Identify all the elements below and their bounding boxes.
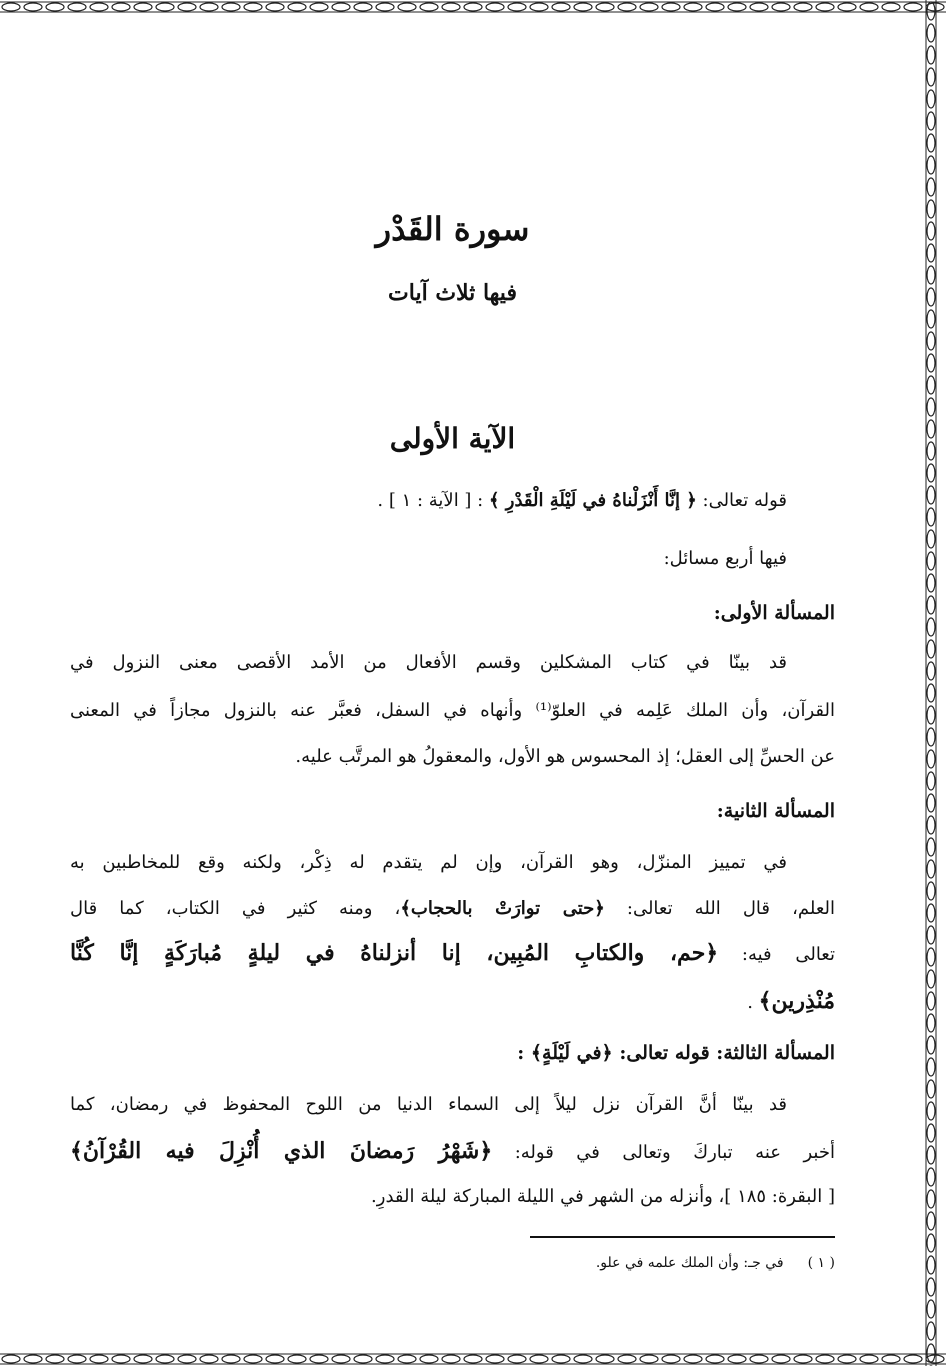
footnote-text: في جـ: وأن الملك علمه في علو.: [595, 1255, 784, 1271]
footnote-divider: [530, 1236, 835, 1238]
issue3-line-1: قد بينّا أنَّ القرآن نزل ليلاً إلى السماء الدنيا من اللوح المحفوظ في رمضان، كما: [70, 1094, 787, 1115]
verse-quote: ﴿ إنَّا أَنْزَلْناهُ في لَيْلَةِ الْقَدْرِ ﴾: [488, 490, 697, 511]
surah-subtitle: فيها ثلاث آيات: [388, 280, 517, 306]
issue3-line-3: [ البقرة: ١٨٥ ]، وأنزله من الشهر في الليلة المباركة ليلة القدرِ.: [371, 1186, 835, 1207]
right-decorative-border: [924, 0, 938, 1366]
issue3-heading-prefix: المسألة الثالثة: قوله تعالى:: [612, 1042, 835, 1064]
issue2-line-1: في تمييز المنزّل، وهو القرآن، وإن لم يتقدم له ذِكْر، ولكنه وقع للمخاطبين به: [70, 852, 787, 873]
issue2-line-3-prefix: تعالى فيه:: [718, 944, 835, 965]
issue3-line-2: [70, 1138, 835, 1164]
verse-intro-prefix: قوله تعالى:: [696, 490, 787, 511]
issue2-quote-hamim: ﴿حم، والكتابِ المُبِين، إنا أنزلناهُ في ليلةٍ مُبارَكَةٍ إنَّا كُنَّا: [70, 940, 719, 966]
issue1-heading: المسألة الأولى:: [713, 602, 835, 624]
issue2-line-3: [70, 940, 835, 966]
issue1-line-1: قد بينّا في كتاب المشكلين وقسم الأفعال من الأمد الأقصى معنى النزول في: [70, 652, 787, 673]
surah-title: سورة القَدْر: [375, 210, 530, 248]
issue2-line-4-suffix: .: [747, 992, 759, 1013]
issue2-line-2-prefix: العلم، قال الله تعالى:: [604, 898, 835, 919]
page-content: [70, 0, 835, 1340]
verse-reference: : [ الآية : ١ ] .: [377, 490, 489, 511]
issue2-heading: المسألة الثانية:: [716, 800, 835, 822]
issue3-line-2-prefix: أخبر عنه تباركَ وتعالى في قوله:: [492, 1142, 835, 1163]
footnote: [596, 1255, 835, 1271]
issue2-line-2-suffix: ، ومنه كثير في الكتاب، كما قال: [70, 898, 401, 919]
issue3-heading: [70, 1042, 835, 1064]
issue2-quote-mundhirin: مُنْذِرين﴾: [758, 988, 835, 1014]
issues-intro: فيها أربع مسائل:: [663, 548, 787, 569]
issue2-quote-hijab: ﴿حتى توارَتْ بالحجاب﴾: [400, 898, 605, 919]
issue1-line-2: القرآن، وأن الملك عَلِمه في العلوّ⁽¹⁾ وأنهاه في السفل، فعبَّر عنه بالنزول مجازاً في المعنى: [70, 700, 836, 721]
issue2-line-4: [70, 988, 835, 1014]
issue1-line-3: عن الحسِّ إلى العقل؛ إذ المحسوس هو الأول، والمعقولُ هو المرتَّب عليه.: [295, 746, 835, 767]
ayah-heading: الآية الأولى: [389, 422, 516, 455]
footnote-number: ( ١ ): [807, 1255, 835, 1271]
issue3-quote-ramadan: ﴿شَهْرُ رَمضانَ الذي أُنْزِلَ فيه القُرْآنُ﴾: [70, 1138, 493, 1164]
issue2-line-2: [70, 898, 835, 919]
bottom-decorative-border: [0, 1352, 946, 1366]
verse-intro-line: [70, 490, 835, 511]
issue3-heading-suffix: :: [517, 1042, 531, 1064]
issue3-heading-quote: ﴿في لَيْلَةٍ﴾: [530, 1042, 613, 1064]
